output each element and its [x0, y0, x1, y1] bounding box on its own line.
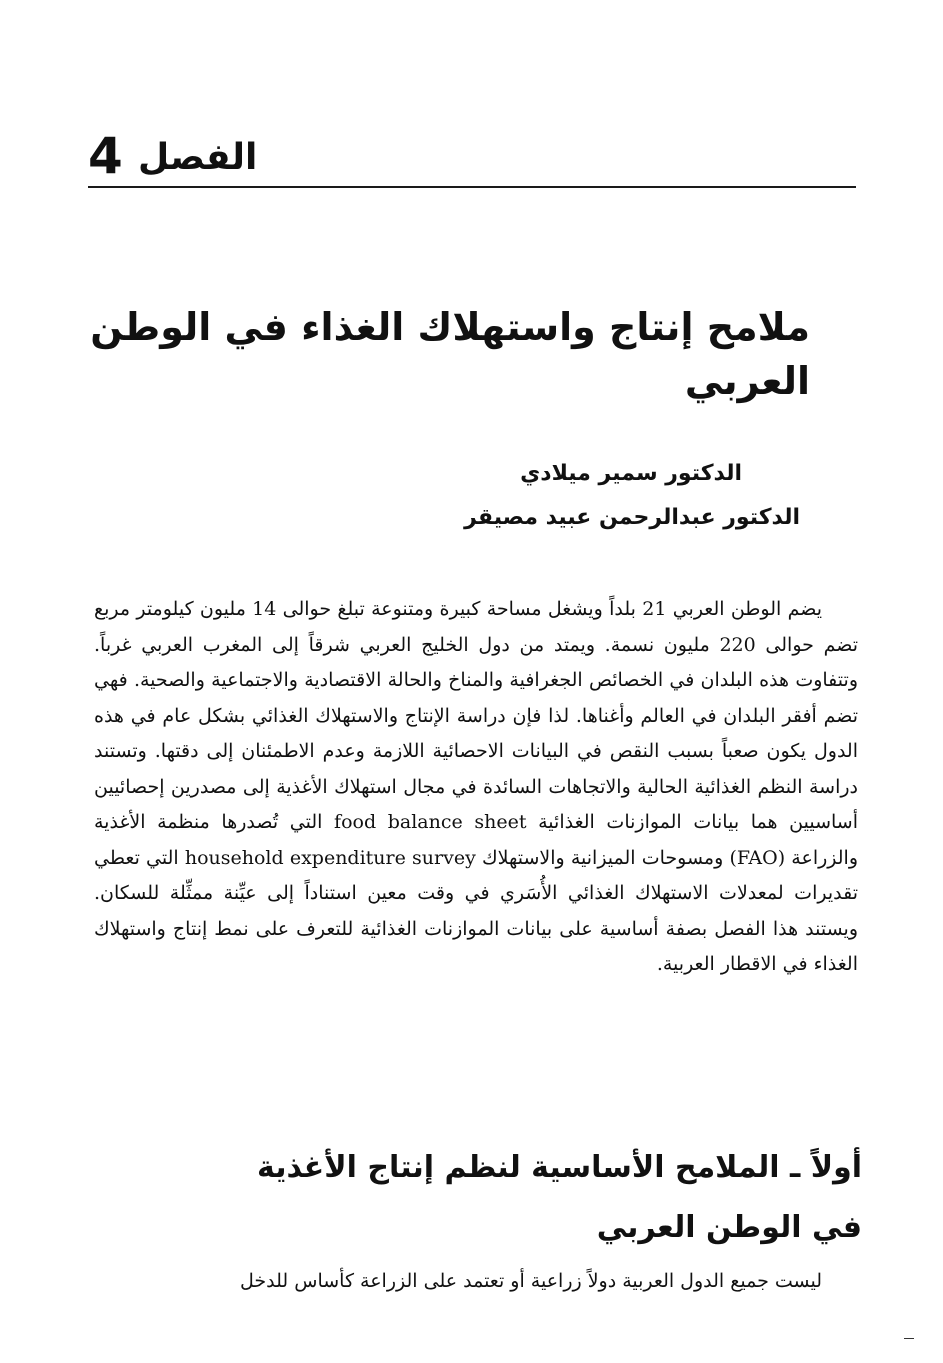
author-list [300, 452, 800, 540]
section-heading-line: في الوطن العربي [596, 1210, 862, 1245]
chapter-number: 4 [88, 127, 123, 185]
scan-mark [904, 1338, 914, 1339]
author-name: الدكتور سمير ميلادي [520, 461, 742, 486]
body-paragraph: ليست جميع الدول العربية دولاً زراعية أو تعتمد على الزراعة كأساس للدخل [240, 1270, 822, 1292]
chapter-header [88, 128, 856, 188]
section-heading [150, 1138, 862, 1258]
section-heading-line: أولاً ـ الملامح الأساسية لنظم إنتاج الأغذية [257, 1150, 862, 1185]
chapter-divider-rule [88, 186, 856, 188]
body-paragraph: يضم الوطن العربي 21 بلداً ويشغل مساحة كبيرة ومتنوعة تبلغ حوالى 14 مليون كيلومتر مربع تضم حوالى 220 مليون نسمة. ويمتد من دول الخليج العربي شرقاً إلى المغرب العربي غرباً. وتتفاوت هذه البلدان في الخصائص الجغرافية والمناخ والحالة الاقتصادية والاجتماعية والصحية. فهي تضم أفقر البلدان في العالم وأغناها. لذا فإن دراسة الإنتاج والاستهلاك الغذائي بشكل عام في هذه الدول يكون صعباً بسبب النقص في البيانات الاحصائية اللازمة وعدم الاطمئنان إلى دقتها. وتستند دراسة النظم الغذائية الحالية والاتجاهات السائدة في مجال استهلاك الأغذية إلى مصدرين إحصائيين أساسيين هما بيانات الموازنات الغذائية food balance sheet التي تُصدرها منظمة الأغذية والزراعة (FAO) ومسوحات الميزانية والاستهلاك household expenditure survey التي تعطي تقديرات لمعدلات الاستهلاك الغذائي الأُسَري في وقت معين استناداً إلى عيِّنة ممثِّلة للسكان. ويستند هذا الفصل بصفة أساسية على بيانات الموازنات الغذائية للتعرف على نمط إنتاج واستهلاك الغذاء في الاقطار العربية. [94, 598, 858, 975]
chapter-title: ملامح إنتاج واستهلاك الغذاء في الوطن العربي [90, 305, 810, 403]
chapter-label: الفصل [138, 137, 258, 178]
author-name: الدكتور عبدالرحمن عبيد مصيقر [464, 505, 800, 530]
